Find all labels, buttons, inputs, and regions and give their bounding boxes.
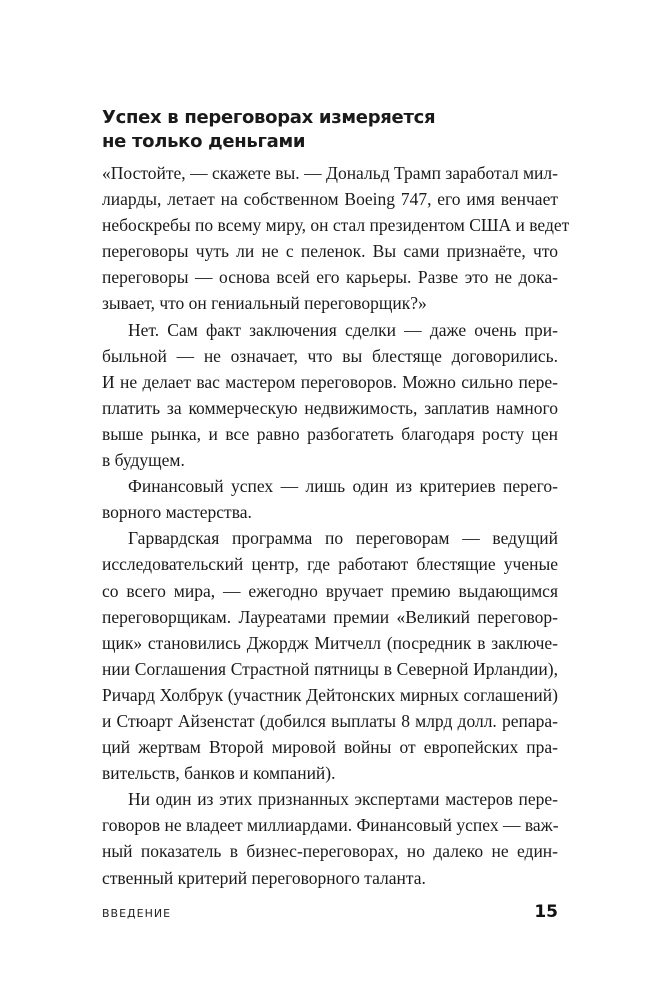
heading-line-2: не только деньгами <box>102 131 306 152</box>
text-line: платить за коммерческую недвижимость, заплатив намного <box>102 397 558 418</box>
text-line: быльной — не означает, что вы блестяще договорились. <box>102 345 558 366</box>
running-footer-section: ВВЕДЕНИЕ <box>102 907 172 920</box>
text-line: ций жертвам Второй мировой войны от европейских пра- <box>102 737 558 758</box>
text-line: ворного мастерства. <box>102 502 252 523</box>
heading-line-1: Успех в переговорах измеряется <box>102 107 436 128</box>
text-line: исследовательский центр, где работают блестящие ученые <box>102 554 558 575</box>
text-line: Ни один из этих признанных экспертами мастеров пере- <box>128 789 558 810</box>
text-line: говоров не владеет миллиардами. Финансовый успех — важ- <box>102 815 559 836</box>
text-line: лиарды, летает на собственном Boeing 747, его имя венчает <box>102 189 558 210</box>
text-line: переговоры чуть ли не с пеленок. Вы сами признаёте, что <box>102 241 558 262</box>
section-heading <box>102 106 572 154</box>
text-line: вительств, банков и компаний). <box>102 763 336 784</box>
paragraph-2 <box>102 317 558 474</box>
paragraph-5 <box>102 786 558 890</box>
text-line: зывает, что он гениальный переговорщик?» <box>102 293 427 314</box>
paragraph-3 <box>102 473 558 525</box>
text-line: выше рынка, и все равно разбогатеть благодаря росту цен <box>102 423 558 444</box>
text-line: Нет. Сам факт заключения сделки — даже очень при- <box>128 319 558 340</box>
text-line: небоскребы по всему миру, он стал президентом США и ведет <box>102 215 570 236</box>
text-line: и Стюарт Айзенстат (добился выплаты 8 млрд долл. репара- <box>102 710 558 731</box>
paragraph-4 <box>102 525 558 786</box>
text-line: «Постойте, — скажете вы. — Дональд Трамп заработал мил- <box>102 163 558 183</box>
body-text <box>102 160 570 891</box>
text-line: Ричард Холбрук (участник Дейтонских мирных соглашений) <box>102 684 558 705</box>
text-line: ный показатель в бизнес-переговорах, но далеко не един- <box>102 841 558 862</box>
text-line: со всего мира, — ежегодно вручает премию выдающимся <box>102 580 558 601</box>
page-number: 15 <box>534 902 558 922</box>
text-line: Гарвардская программа по переговорам — ведущий <box>128 528 558 549</box>
paragraph-1 <box>102 160 570 317</box>
text-line: ственный критерий переговорного таланта. <box>102 867 426 888</box>
text-line: переговоры — основа всей его карьеры. Разве это не дока- <box>102 267 558 288</box>
text-line: в будущем. <box>102 450 185 471</box>
text-line: Финансовый успех — лишь один из критериев перего- <box>128 476 558 497</box>
text-line: нии Соглашения Страстной пятницы в Северной Ирландии), <box>102 658 558 679</box>
text-line: переговорщикам. Лауреатами премии «Великий переговор- <box>102 606 558 627</box>
text-line: щик» становились Джордж Митчелл (посредник в заключе- <box>102 632 558 653</box>
text-line: И не делает вас мастером переговоров. Можно сильно пере- <box>102 371 558 392</box>
